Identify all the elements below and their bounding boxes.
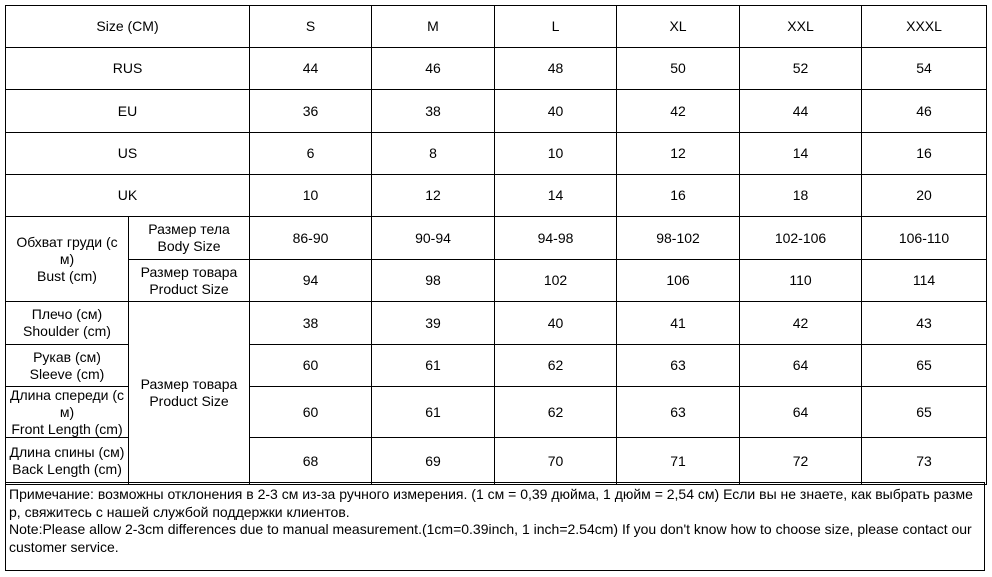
size-header: XXL <box>740 6 862 48</box>
table-cell: 106-110 <box>862 217 987 260</box>
table-row <box>6 217 987 260</box>
header-label-cell: Size (CM) <box>6 6 250 48</box>
product-size-label-line: Product Size <box>149 280 229 297</box>
table-cell: 98 <box>372 260 495 302</box>
bust-label <box>6 217 129 302</box>
size-chart-table <box>5 5 987 485</box>
table-cell: 10 <box>250 175 372 217</box>
table-row <box>6 302 987 345</box>
table-cell: 43 <box>862 302 987 345</box>
row-label: EU <box>6 90 250 133</box>
body-size-label-line: Body Size <box>157 238 221 254</box>
row-label-line: м) <box>59 404 75 420</box>
row-label-line: Front Length (cm) <box>11 421 123 437</box>
header-row <box>6 6 987 48</box>
row-label-line: Sleeve (cm) <box>29 365 105 382</box>
table-cell: 44 <box>250 48 372 90</box>
note-en-line: customer service. <box>9 538 119 555</box>
product-size-label <box>129 260 250 302</box>
size-header: S <box>250 6 372 48</box>
table-cell: 54 <box>862 48 987 90</box>
table-row <box>6 48 987 90</box>
product-size-group-line: Product Size <box>149 393 229 409</box>
table-cell: 70 <box>495 438 617 485</box>
note-ru-line: Примечание: возможны отклонения в 2-3 см из-за ручного измерения. (1 см = 0,39 дюйма, 1 дюйм = 2,54 см) Если вы не знаете, как выбрать разме <box>9 486 973 502</box>
bust-label-line: Обхват груди (с <box>16 233 118 250</box>
table-cell: 60 <box>250 387 372 438</box>
row-label-line: Back Length (cm) <box>12 461 122 477</box>
row-label-line: Длина спины (см) <box>9 444 125 460</box>
product-size-group-line: Размер товара <box>140 376 238 392</box>
table-cell: 20 <box>862 175 987 217</box>
row-label-line: Shoulder (cm) <box>23 323 111 339</box>
table-cell: 72 <box>740 438 862 485</box>
row-label-clip <box>8 387 126 437</box>
table-row <box>6 90 987 133</box>
table-cell: 69 <box>372 438 495 485</box>
table-cell: 40 <box>495 90 617 133</box>
product-size-label-line: Размер товара <box>140 263 238 280</box>
table-cell: 60 <box>250 345 372 387</box>
table-cell: 102 <box>495 260 617 302</box>
table-cell: 73 <box>862 438 987 485</box>
table-cell: 18 <box>740 175 862 217</box>
table-cell: 63 <box>617 345 740 387</box>
table-cell: 14 <box>740 133 862 175</box>
table-cell: 12 <box>372 175 495 217</box>
row-label <box>6 345 129 387</box>
table-cell: 94-98 <box>495 217 617 260</box>
body-size-label-line: Размер тела <box>148 221 230 237</box>
table-cell: 52 <box>740 48 862 90</box>
table-cell: 68 <box>250 438 372 485</box>
product-size-group-label <box>129 302 250 485</box>
table-cell: 50 <box>617 48 740 90</box>
table-cell: 65 <box>862 345 987 387</box>
table-row <box>6 260 987 302</box>
table-cell: 110 <box>740 260 862 302</box>
table-cell: 62 <box>495 387 617 438</box>
table-cell: 63 <box>617 387 740 438</box>
row-label <box>6 387 129 438</box>
row-label <box>6 438 129 485</box>
table-cell: 46 <box>372 48 495 90</box>
measurement-note <box>5 482 985 571</box>
table-cell: 106 <box>617 260 740 302</box>
table-cell: 94 <box>250 260 372 302</box>
table-row <box>6 175 987 217</box>
table-cell: 39 <box>372 302 495 345</box>
table-cell: 42 <box>740 302 862 345</box>
table-cell: 8 <box>372 133 495 175</box>
table-cell: 41 <box>617 302 740 345</box>
table-cell: 62 <box>495 345 617 387</box>
row-label <box>6 302 129 345</box>
table-cell: 38 <box>372 90 495 133</box>
table-cell: 64 <box>740 345 862 387</box>
size-header: L <box>495 6 617 48</box>
table-cell: 12 <box>617 133 740 175</box>
size-header: XL <box>617 6 740 48</box>
note-en-line: Note:Please allow 2-3cm differences due to manual measurement.(1cm=0.39inch, 1 inch=2.54cm) If you don't know how to choose size, please contact our <box>9 521 972 538</box>
bust-label-line: Bust (cm) <box>37 267 97 284</box>
note-ru-line: р, свяжитесь с нашей службой поддержки клиентов. <box>9 503 350 520</box>
row-label-line: Рукав (см) <box>33 348 101 365</box>
size-header: XXXL <box>862 6 987 48</box>
table-cell: 114 <box>862 260 987 302</box>
bust-label-line: м) <box>59 250 75 267</box>
row-label-line: Плечо (см) <box>31 306 103 322</box>
table-cell: 42 <box>617 90 740 133</box>
row-label: US <box>6 133 250 175</box>
row-label-line: Длина спереди (с <box>9 387 125 403</box>
table-cell: 36 <box>250 90 372 133</box>
table-cell: 40 <box>495 302 617 345</box>
table-cell: 61 <box>372 387 495 438</box>
table-cell: 71 <box>617 438 740 485</box>
table-cell: 6 <box>250 133 372 175</box>
table-cell: 61 <box>372 345 495 387</box>
table-cell: 102-106 <box>740 217 862 260</box>
table-cell: 16 <box>617 175 740 217</box>
table-cell: 38 <box>250 302 372 345</box>
body-size-label <box>129 217 250 260</box>
row-label: RUS <box>6 48 250 90</box>
table-row <box>6 133 987 175</box>
table-cell: 16 <box>862 133 987 175</box>
table-cell: 44 <box>740 90 862 133</box>
table-cell: 46 <box>862 90 987 133</box>
table-cell: 90-94 <box>372 217 495 260</box>
table-cell: 98-102 <box>617 217 740 260</box>
table-cell: 10 <box>495 133 617 175</box>
table-cell: 64 <box>740 387 862 438</box>
table-cell: 65 <box>862 387 987 438</box>
size-header: M <box>372 6 495 48</box>
table-cell: 14 <box>495 175 617 217</box>
table-cell: 48 <box>495 48 617 90</box>
table-cell: 86-90 <box>250 217 372 260</box>
row-label: UK <box>6 175 250 217</box>
